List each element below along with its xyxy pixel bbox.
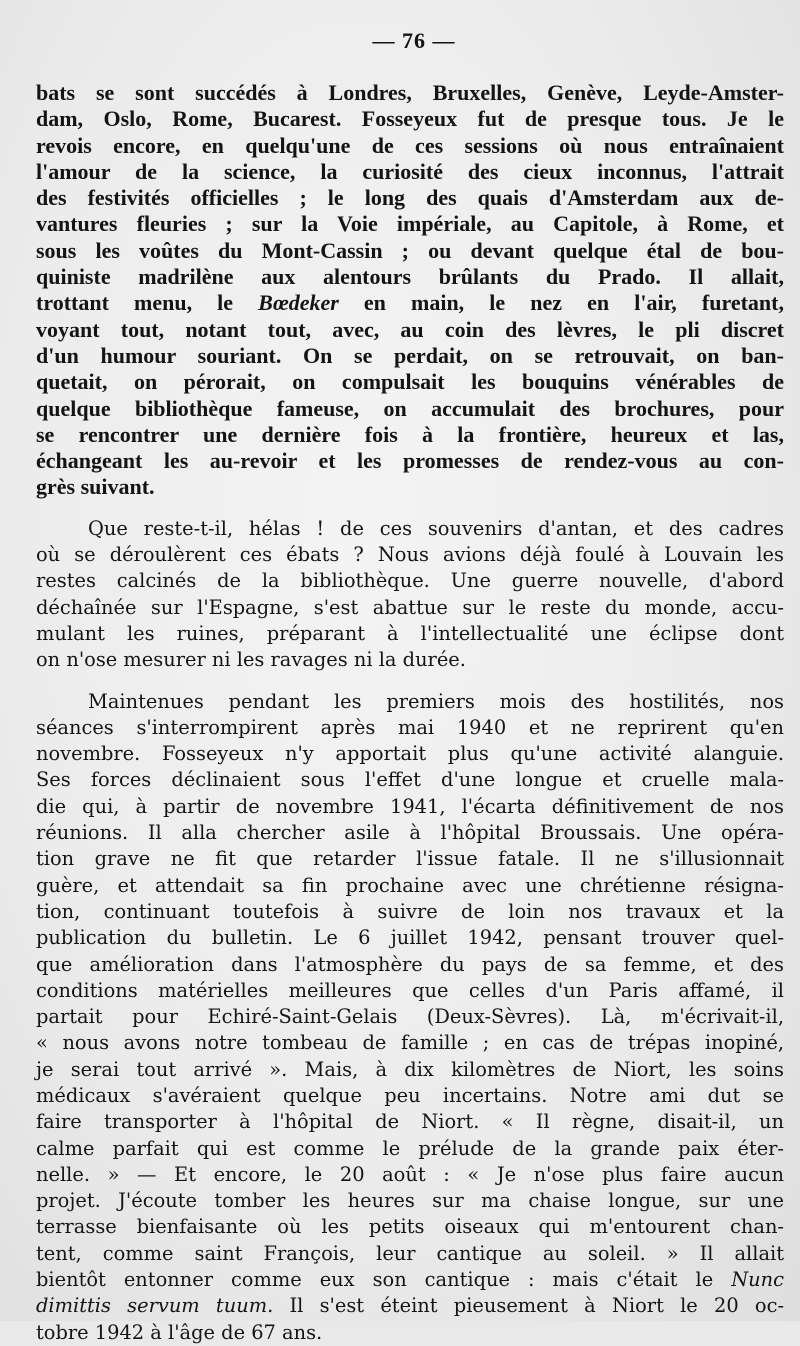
text-line: guère, et attendait sa fin prochaine avec une chrétienne résigna- xyxy=(36,873,784,897)
text-line: quetait, on pérorait, on compulsait les bouquins vénérables de xyxy=(36,369,784,395)
text-line: partait pour Echiré-Saint-Gelais (Deux-Sèvres). Là, m'écrivait-il, xyxy=(36,1005,784,1029)
text-line: sous les voûtes du Mont-Cassin ; ou devant quelque étal de bou- xyxy=(36,237,784,263)
text-line: faire transporter à l'hôpital de Niort. « Il règne, disait-il, un xyxy=(36,1110,784,1134)
text-line: quelque bibliothèque fameuse, on accumulait des brochures, pour xyxy=(36,395,784,421)
text-line: dam, Oslo, Rome, Bucarest. Fosseyeux fut de presque tous. Je le xyxy=(36,106,784,132)
text-line: mulant les ruines, préparant à l'intellectualité une éclipse dont xyxy=(36,621,784,645)
paragraph-gap xyxy=(36,501,784,516)
text-line: des festivités officielles ; le long des quais d'Amsterdam aux de- xyxy=(36,185,784,211)
text-line: échangeant les au-revoir et les promesses de rendez-vous au con- xyxy=(36,448,784,474)
text-line: voyant tout, notant tout, avec, au coin des lèvres, le pli discret xyxy=(36,316,784,342)
paragraph-3 xyxy=(36,689,784,1346)
paragraph-2 xyxy=(36,516,784,674)
italic-text: Bœdeker xyxy=(258,290,339,316)
text-line: tobre 1942 à l'âge de 67 ans. xyxy=(36,1320,323,1344)
text-line: d'un humour souriant. On se perdait, on se retrouvait, on ban- xyxy=(36,342,784,368)
text-line: tent, comme saint François, leur cantique au soleil. » Il allait xyxy=(36,1241,784,1265)
text-line: nelle. » — Et encore, le 20 août : « Je n'ose plus faire aucun xyxy=(36,1162,784,1186)
text-line: restes calcinés de la bibliothèque. Une guerre nouvelle, d'abord xyxy=(36,569,784,593)
paragraph-1 xyxy=(36,80,784,501)
paragraph-gap xyxy=(36,674,784,689)
text-line: « nous avons notre tombeau de famille ; en cas de trépas inopiné, xyxy=(36,1031,784,1055)
text-line: déchaînée sur l'Espagne, s'est abattue sur le reste du monde, accu- xyxy=(36,595,784,619)
text-line: calme parfait qui est comme le prélude de la grande paix éter- xyxy=(36,1136,784,1160)
text-line: l'amour de la science, la curiosité des cieux inconnus, l'attrait xyxy=(36,158,784,184)
text-line: projet. J'écoute tomber les heures sur ma chaise longue, sur une xyxy=(36,1189,784,1213)
text-line: quiniste madrilène aux alentours brûlants du Prado. Il allait, xyxy=(36,264,784,290)
text-line: novembre. Fosseyeux n'y apportait plus qu'une activité alanguie. xyxy=(36,742,784,766)
text-line: bientôt entonner comme eux son cantique : mais c'était le Nunc xyxy=(36,1268,784,1292)
text-line: tion, continuant toutefois à suivre de loin nos travaux et la xyxy=(36,899,784,923)
text-line: Maintenues pendant les premiers mois des hostilités, nos xyxy=(88,689,784,713)
text-line: Ses forces déclinaient sous l'effet d'une longue et cruelle mala- xyxy=(36,768,784,792)
text-line: que amélioration dans l'atmosphère du pays de sa femme, et des xyxy=(36,952,784,976)
text-line: où se déroulèrent ces ébats ? Nous avions déjà foulé à Louvain les xyxy=(36,543,784,567)
text-line: trottant menu, le Bœdeker en main, le nez en l'air, furetant, xyxy=(36,290,784,316)
text-line: die qui, à partir de novembre 1941, l'écarta définitivement de nos xyxy=(36,794,784,818)
text-line: dimittis servum tuum. Il s'est éteint pieusement à Niort le 20 oc- xyxy=(36,1294,785,1318)
text-line: grès suivant. xyxy=(36,474,155,500)
page-number: — 76 — xyxy=(372,28,456,53)
text-line: bats se sont succédés à Londres, Bruxelles, Genève, Leyde-Amster- xyxy=(36,80,784,105)
text-line: réunions. Il alla chercher asile à l'hôpital Broussais. Une opéra- xyxy=(36,821,784,845)
text-line: vantures fleuries ; sur la Voie impériale, au Capitole, à Rome, et xyxy=(36,211,784,237)
italic-text: Nunc xyxy=(731,1268,784,1292)
text-line: revois encore, en quelqu'une de ces sessions où nous entraînaient xyxy=(36,132,784,158)
text-line: médicaux s'avéraient quelque peu incertains. Notre ami dut se xyxy=(36,1083,784,1107)
italic-text: dimittis servum tuum. xyxy=(36,1294,274,1318)
text-line: on n'ose mesurer ni les ravages ni la durée. xyxy=(36,648,466,672)
text-line: terrasse bienfaisante où les petits oiseaux qui m'entourent chan- xyxy=(36,1215,784,1239)
text-line: se rencontrer une dernière fois à la frontière, heureux et las, xyxy=(36,421,784,447)
text-line: tion grave ne fit que retarder l'issue fatale. Il ne s'illusionnait xyxy=(36,847,784,871)
text-line: Que reste-t-il, hélas ! de ces souvenirs d'antan, et des cadres xyxy=(88,516,784,540)
text-line: je serai tout arrivé ». Mais, à dix kilomètres de Niort, les soins xyxy=(36,1057,784,1081)
text-line: séances s'interrompirent après mai 1940 et ne reprirent qu'en xyxy=(36,715,784,739)
text-line: publication du bulletin. Le 6 juillet 1942, pensant trouver quel- xyxy=(36,926,784,950)
text-line: conditions matérielles meilleures que celles d'un Paris affamé, il xyxy=(36,978,784,1002)
